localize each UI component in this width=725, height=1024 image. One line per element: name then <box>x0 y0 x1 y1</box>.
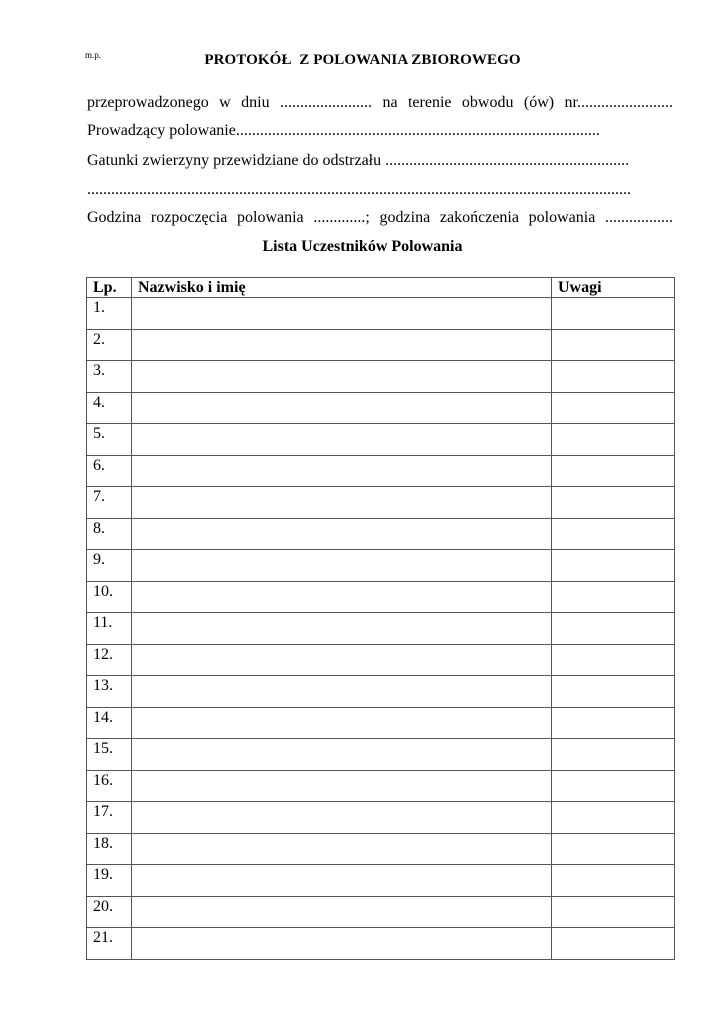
participant-notes-cell[interactable] <box>552 361 675 393</box>
row-number: 7. <box>87 487 132 519</box>
row-number: 15. <box>87 739 132 771</box>
participant-notes-cell[interactable] <box>552 455 675 487</box>
participant-notes-cell[interactable] <box>552 833 675 865</box>
participant-notes-cell[interactable] <box>552 581 675 613</box>
row-number: 17. <box>87 802 132 834</box>
row-number: 10. <box>87 581 132 613</box>
participant-name-cell[interactable] <box>132 833 552 865</box>
participant-notes-cell[interactable] <box>552 644 675 676</box>
participant-notes-cell[interactable] <box>552 770 675 802</box>
participant-notes-cell[interactable] <box>552 487 675 519</box>
table-row <box>87 581 675 613</box>
date-and-district-line: przeprowadzonego w dniu ....................... na terenie obwodu (ów) nr........................ <box>87 94 673 111</box>
participants-list-title: Lista Uczestników Polowania <box>262 238 463 255</box>
table-header-row <box>87 278 675 298</box>
row-number: 16. <box>87 770 132 802</box>
table-row <box>87 865 675 897</box>
participant-name-cell[interactable] <box>132 550 552 582</box>
participant-name-cell[interactable] <box>132 329 552 361</box>
participant-name-cell[interactable] <box>132 707 552 739</box>
row-number: 11. <box>87 613 132 645</box>
participant-notes-cell[interactable] <box>552 329 675 361</box>
participant-name-cell[interactable] <box>132 802 552 834</box>
participant-notes-cell[interactable] <box>552 707 675 739</box>
participant-name-cell[interactable] <box>132 865 552 897</box>
participant-name-cell[interactable] <box>132 298 552 330</box>
hunt-leader-line: Prowadzący polowanie........................................................................................... <box>87 122 600 139</box>
row-number: 6. <box>87 455 132 487</box>
table-row <box>87 739 675 771</box>
participant-notes-cell[interactable] <box>552 676 675 708</box>
participant-name-cell[interactable] <box>132 487 552 519</box>
row-number: 18. <box>87 833 132 865</box>
table-row <box>87 613 675 645</box>
row-number: 19. <box>87 865 132 897</box>
game-species-continuation-line: ........................................................................................................................................ <box>87 181 631 198</box>
table-row <box>87 361 675 393</box>
participant-notes-cell[interactable] <box>552 424 675 456</box>
row-number: 12. <box>87 644 132 676</box>
participant-name-cell[interactable] <box>132 581 552 613</box>
row-number: 3. <box>87 361 132 393</box>
participant-name-cell[interactable] <box>132 518 552 550</box>
participant-name-cell[interactable] <box>132 739 552 771</box>
row-number: 2. <box>87 329 132 361</box>
row-number: 14. <box>87 707 132 739</box>
table-row <box>87 392 675 424</box>
row-number: 13. <box>87 676 132 708</box>
table-row <box>87 487 675 519</box>
row-number: 4. <box>87 392 132 424</box>
row-number: 21. <box>87 928 132 960</box>
participant-name-cell[interactable] <box>132 676 552 708</box>
document-title: PROTOKÓŁ Z POLOWANIA ZBIOROWEGO <box>204 52 521 68</box>
participant-name-cell[interactable] <box>132 613 552 645</box>
participant-name-cell[interactable] <box>132 928 552 960</box>
table-row <box>87 928 675 960</box>
participant-name-cell[interactable] <box>132 455 552 487</box>
participant-name-cell[interactable] <box>132 644 552 676</box>
table-row <box>87 833 675 865</box>
row-number: 9. <box>87 550 132 582</box>
participant-name-cell[interactable] <box>132 770 552 802</box>
column-header-number: Lp. <box>87 278 132 298</box>
participant-name-cell[interactable] <box>132 361 552 393</box>
participant-name-cell[interactable] <box>132 896 552 928</box>
participant-name-cell[interactable] <box>132 392 552 424</box>
participant-notes-cell[interactable] <box>552 865 675 897</box>
row-number: 5. <box>87 424 132 456</box>
table-row <box>87 329 675 361</box>
column-header-notes: Uwagi <box>552 278 675 298</box>
table-row <box>87 518 675 550</box>
table-row <box>87 676 675 708</box>
table-row <box>87 770 675 802</box>
table-row <box>87 424 675 456</box>
hunt-hours-line: Godzina rozpoczęcia polowania .............; godzina zakończenia polowania ................. <box>87 209 673 226</box>
participant-notes-cell[interactable] <box>552 802 675 834</box>
table-row <box>87 644 675 676</box>
participant-notes-cell[interactable] <box>552 298 675 330</box>
row-number: 20. <box>87 896 132 928</box>
participant-notes-cell[interactable] <box>552 928 675 960</box>
table-row <box>87 550 675 582</box>
table-row <box>87 455 675 487</box>
participant-rows <box>87 298 675 960</box>
participants-table <box>86 277 675 960</box>
table-row <box>87 298 675 330</box>
participant-notes-cell[interactable] <box>552 613 675 645</box>
table-row <box>87 896 675 928</box>
participant-notes-cell[interactable] <box>552 392 675 424</box>
participant-notes-cell[interactable] <box>552 550 675 582</box>
participant-notes-cell[interactable] <box>552 739 675 771</box>
participant-name-cell[interactable] <box>132 424 552 456</box>
row-number: 8. <box>87 518 132 550</box>
participant-notes-cell[interactable] <box>552 518 675 550</box>
column-header-name: Nazwisko i imię <box>132 278 552 298</box>
table-row <box>87 802 675 834</box>
stamp-label: m.p. <box>85 50 102 60</box>
row-number: 1. <box>87 298 132 330</box>
game-species-line: Gatunki zwierzyny przewidziane do odstrzału ............................................................. <box>87 152 630 169</box>
participant-notes-cell[interactable] <box>552 896 675 928</box>
table-row <box>87 707 675 739</box>
